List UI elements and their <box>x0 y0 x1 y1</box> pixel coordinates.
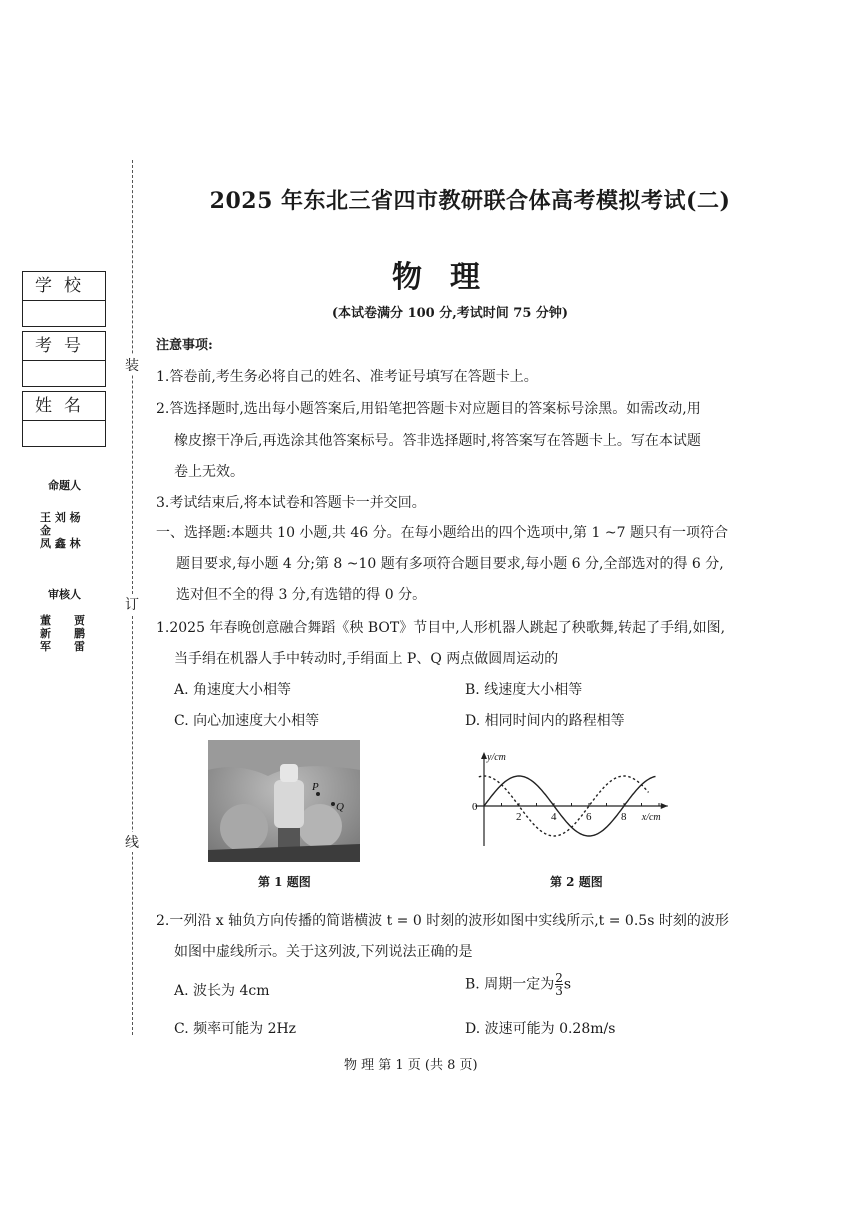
score-note: (本试卷满分 100 分,考试时间 75 分钟) <box>331 306 569 321</box>
reviewers-row2: 新 鹏 <box>40 627 85 640</box>
name-box <box>22 391 106 447</box>
q2-option-b-unit: s <box>563 976 572 993</box>
authors-row2: 凤 鑫 林 <box>40 537 81 550</box>
subject-title: 物理 <box>392 260 508 295</box>
q1-line2: 当手绢在机器人手中转动时,手绢面上 P、Q 两点做圆周运动的 <box>174 651 559 667</box>
x-tick-label-8: 8 <box>621 811 627 823</box>
section1-line2: 题目要求,每小题 4 分;第 8 ~10 题有多项符合题目要求,每小题 6 分,全部选对的得 6 分, <box>176 556 724 572</box>
figure1-caption: 第 1 题图 <box>258 875 311 889</box>
section1-line3: 选对但不全的得 3 分,有选错的得 0 分。 <box>176 587 427 603</box>
point-p-label: P <box>312 781 319 793</box>
school-label: 学校 <box>23 272 105 301</box>
period-fraction <box>555 972 563 997</box>
robot-photo <box>208 740 360 862</box>
q1-option-a: A. 角速度大小相等 <box>174 682 292 698</box>
point-q-label: Q <box>336 801 344 813</box>
page-footer: 物 理 第 1 页 (共 8 页) <box>344 1058 478 1073</box>
handkerchief-left <box>220 804 268 852</box>
binding-mark-zhuang: 装 <box>125 355 139 375</box>
x-tick-label-6: 6 <box>586 811 592 823</box>
origin-label: 0 <box>472 801 478 813</box>
robot-head <box>280 764 298 782</box>
note-item-1: 1.答卷前,考生务必将自己的姓名、准考证号填写在答题卡上。 <box>156 369 538 385</box>
reviewers-label: 审核人 <box>48 588 81 601</box>
reviewers-row3: 军 雷 <box>40 640 85 653</box>
q1-line1: 1.2025 年春晚创意融合舞蹈《秧 BOT》节目中,人形机器人跳起了秧歌舞,转起了手绢,如图, <box>156 620 726 636</box>
note-item-3: 3.考试结束后,将本试卷和答题卡一并交回。 <box>156 495 426 511</box>
authors-row1b: 金 <box>40 524 51 537</box>
q1-option-b: B. 线速度大小相等 <box>465 682 583 698</box>
exam-title: 2025 年东北三省四市教研联合体高考模拟考试(二) <box>209 188 731 214</box>
section1-line1: 一、选择题:本题共 10 小题,共 46 分。在每小题给出的四个选项中,第 1 ~7 题只有一项符合 <box>156 525 728 541</box>
q1-option-c: C. 向心加速度大小相等 <box>174 713 320 729</box>
school-box <box>22 271 106 327</box>
q1-option-d: D. 相同时间内的路程相等 <box>465 713 625 729</box>
q2-option-d: D. 波速可能为 0.28m/s <box>465 1021 616 1037</box>
q2-option-a: A. 波长为 4cm <box>174 983 270 999</box>
note-item-2-cont: 橡皮擦干净后,再选涂其他答案标号。答非选择题时,将答案写在答题卡上。写在本试题 <box>174 433 701 449</box>
note-item-2: 2.答选择题时,选出每小题答案后,用铅笔把答题卡对应题目的答案标号涂黑。如需改动,用 <box>156 401 701 417</box>
q2-option-b <box>465 972 571 997</box>
x-tick-label-2: 2 <box>516 811 522 823</box>
note-item-2-cont2: 卷上无效。 <box>174 464 244 480</box>
point-q-dot <box>331 802 335 806</box>
authors-row1: 王 刘 杨 <box>40 511 81 524</box>
binding-mark-ding: 订 <box>125 594 139 614</box>
binding-mark-xian: 线 <box>125 832 139 852</box>
exam-number-label: 考号 <box>23 332 105 361</box>
x-axis-label: x/cm <box>641 812 661 823</box>
q2-line2: 如图中虚线所示。关于这列波,下列说法正确的是 <box>174 944 473 960</box>
exam-number-box <box>22 331 106 387</box>
q2-option-b-prefix: B. 周期一定为 <box>465 976 555 993</box>
reviewers-row1: 董 贾 <box>40 614 85 627</box>
figure2-caption: 第 2 题图 <box>550 875 603 889</box>
fraction-numerator: 2 <box>555 971 563 985</box>
q2-line1: 2.一列沿 x 轴负方向传播的简谐横波 t = 0 时刻的波形如图中实线所示,t = 0.5s 时刻的波形 <box>156 913 729 929</box>
y-axis-label: y/cm <box>487 752 506 763</box>
name-label: 姓名 <box>23 392 105 421</box>
robot-body <box>274 780 304 828</box>
q2-option-c: C. 频率可能为 2Hz <box>174 1021 297 1037</box>
authors-label: 命题人 <box>48 479 81 492</box>
notes-heading: 注意事项: <box>156 338 213 353</box>
wave-chart <box>462 748 692 858</box>
fraction-denominator: 3 <box>555 984 563 998</box>
x-tick-label-4: 4 <box>551 811 557 823</box>
x-axis-arrow <box>661 803 668 809</box>
